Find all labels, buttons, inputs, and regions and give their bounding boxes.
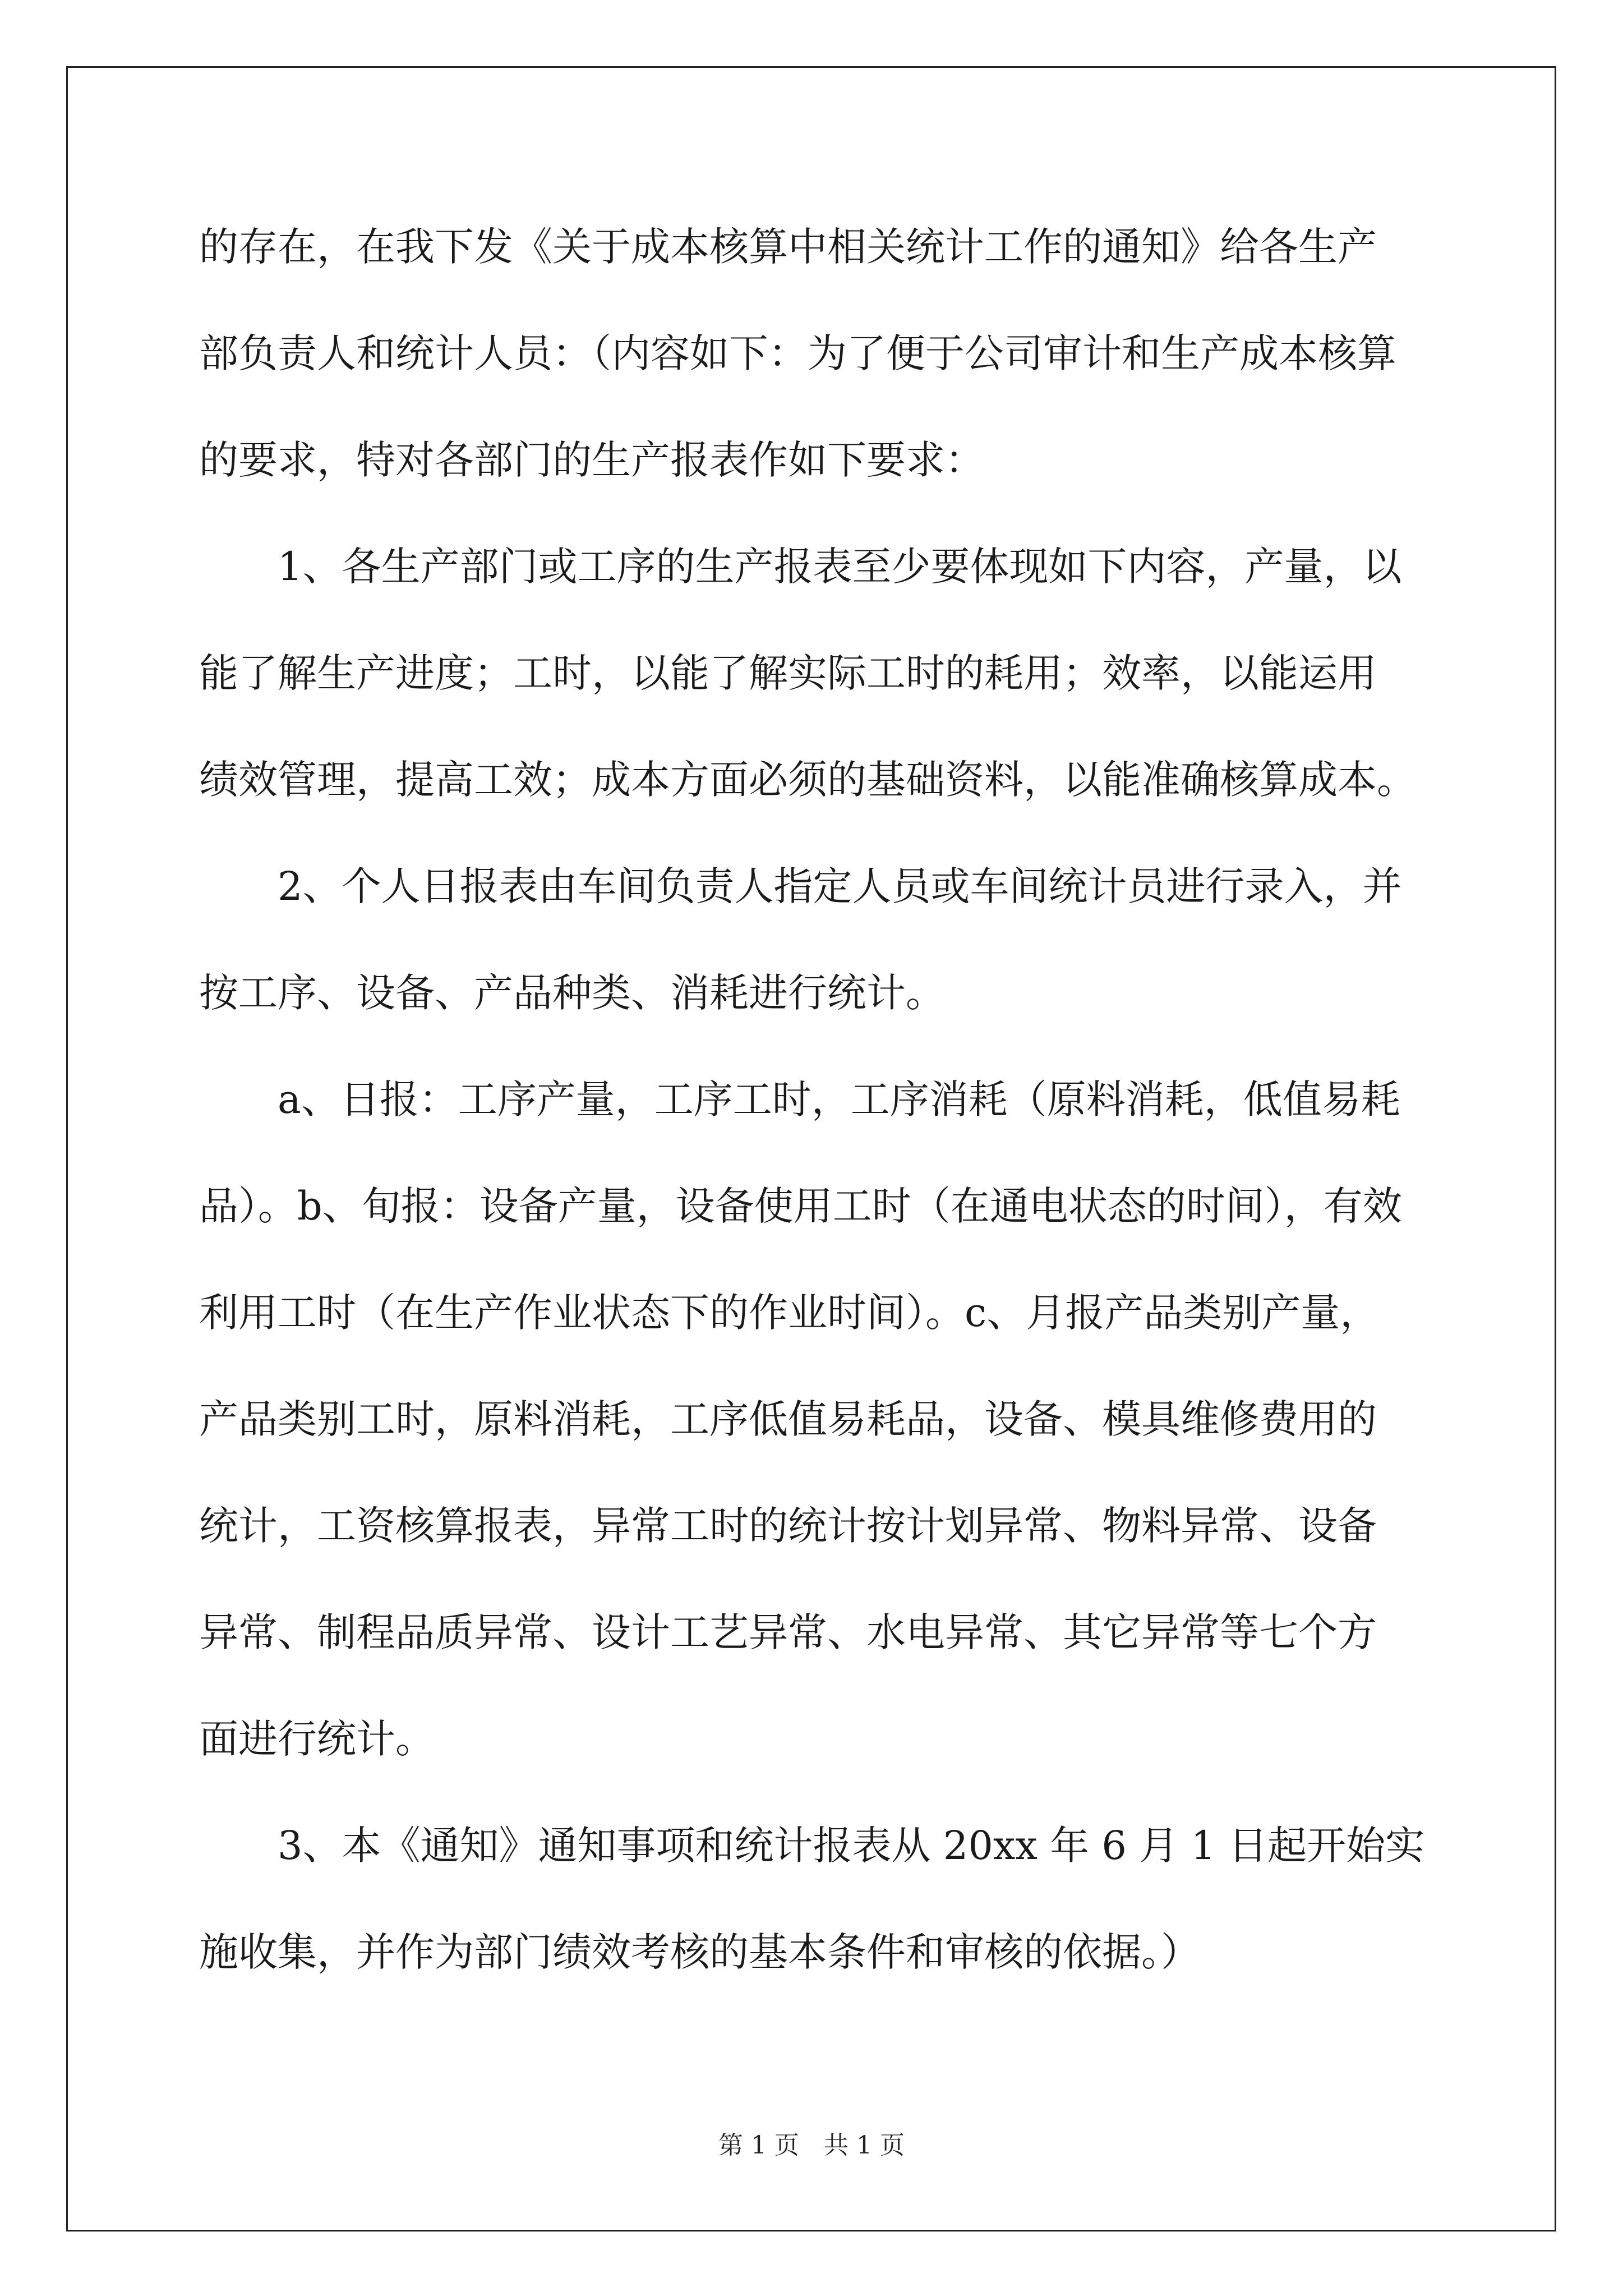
body-text-line: 能了解生产进度；工时，以能了解实际工时的耗用；效率，以能运用 bbox=[199, 650, 1377, 696]
body-text-line: 统计，工资核算报表，异常工时的统计按计划异常、物料异常、设备 bbox=[199, 1503, 1377, 1549]
body-text-line: 施收集，并作为部门绩效考核的基本条件和审核的依据。） bbox=[199, 1929, 1200, 1975]
body-text-line: 面进行统计。 bbox=[199, 1716, 435, 1762]
page-number-footer: 第 1 页 共 1 页 bbox=[718, 2131, 905, 2160]
paragraph-1-start: 1、各生产部门或工序的生产报表至少要体现如下内容，产量，以 bbox=[199, 544, 1402, 590]
body-text-line: 异常、制程品质异常、设计工艺异常、水电异常、其它异常等七个方 bbox=[199, 1609, 1377, 1655]
page-border bbox=[66, 66, 1556, 2231]
paragraph-a-start: a、日报：工序产量，工序工时，工序消耗（原料消耗，低值易耗 bbox=[199, 1076, 1400, 1122]
body-text-line: 绩效管理，提高工效；成本方面必须的基础资料，以能准确核算成本。 bbox=[199, 757, 1416, 803]
body-text-line: 品）。b、旬报：设备产量，设备使用工时（在通电状态的时间），有效 bbox=[199, 1183, 1402, 1229]
body-text-line: 的存在，在我下发《关于成本核算中相关统计工作的通知》给各生产 bbox=[199, 224, 1377, 270]
paragraph-3-start: 3、本《通知》通知事项和统计报表从 20xx 年 6 月 1 日起开始实 bbox=[199, 1823, 1425, 1869]
paragraph-2-start: 2、个人日报表由车间负责人指定人员或车间统计员进行录入，并 bbox=[199, 863, 1402, 909]
body-text-line: 产品类别工时，原料消耗，工序低值易耗品，设备、模具维修费用的 bbox=[199, 1396, 1377, 1442]
body-text-line: 的要求，特对各部门的生产报表作如下要求： bbox=[199, 437, 984, 483]
body-text-line: 利用工时（在生产作业状态下的作业时间）。c、月报产品类别产量， bbox=[199, 1290, 1380, 1336]
body-text-line: 部负责人和统计人员：（内容如下：为了便于公司审计和生产成本核算 bbox=[199, 330, 1396, 376]
body-text-line: 按工序、设备、产品种类、消耗进行统计。 bbox=[199, 970, 945, 1016]
